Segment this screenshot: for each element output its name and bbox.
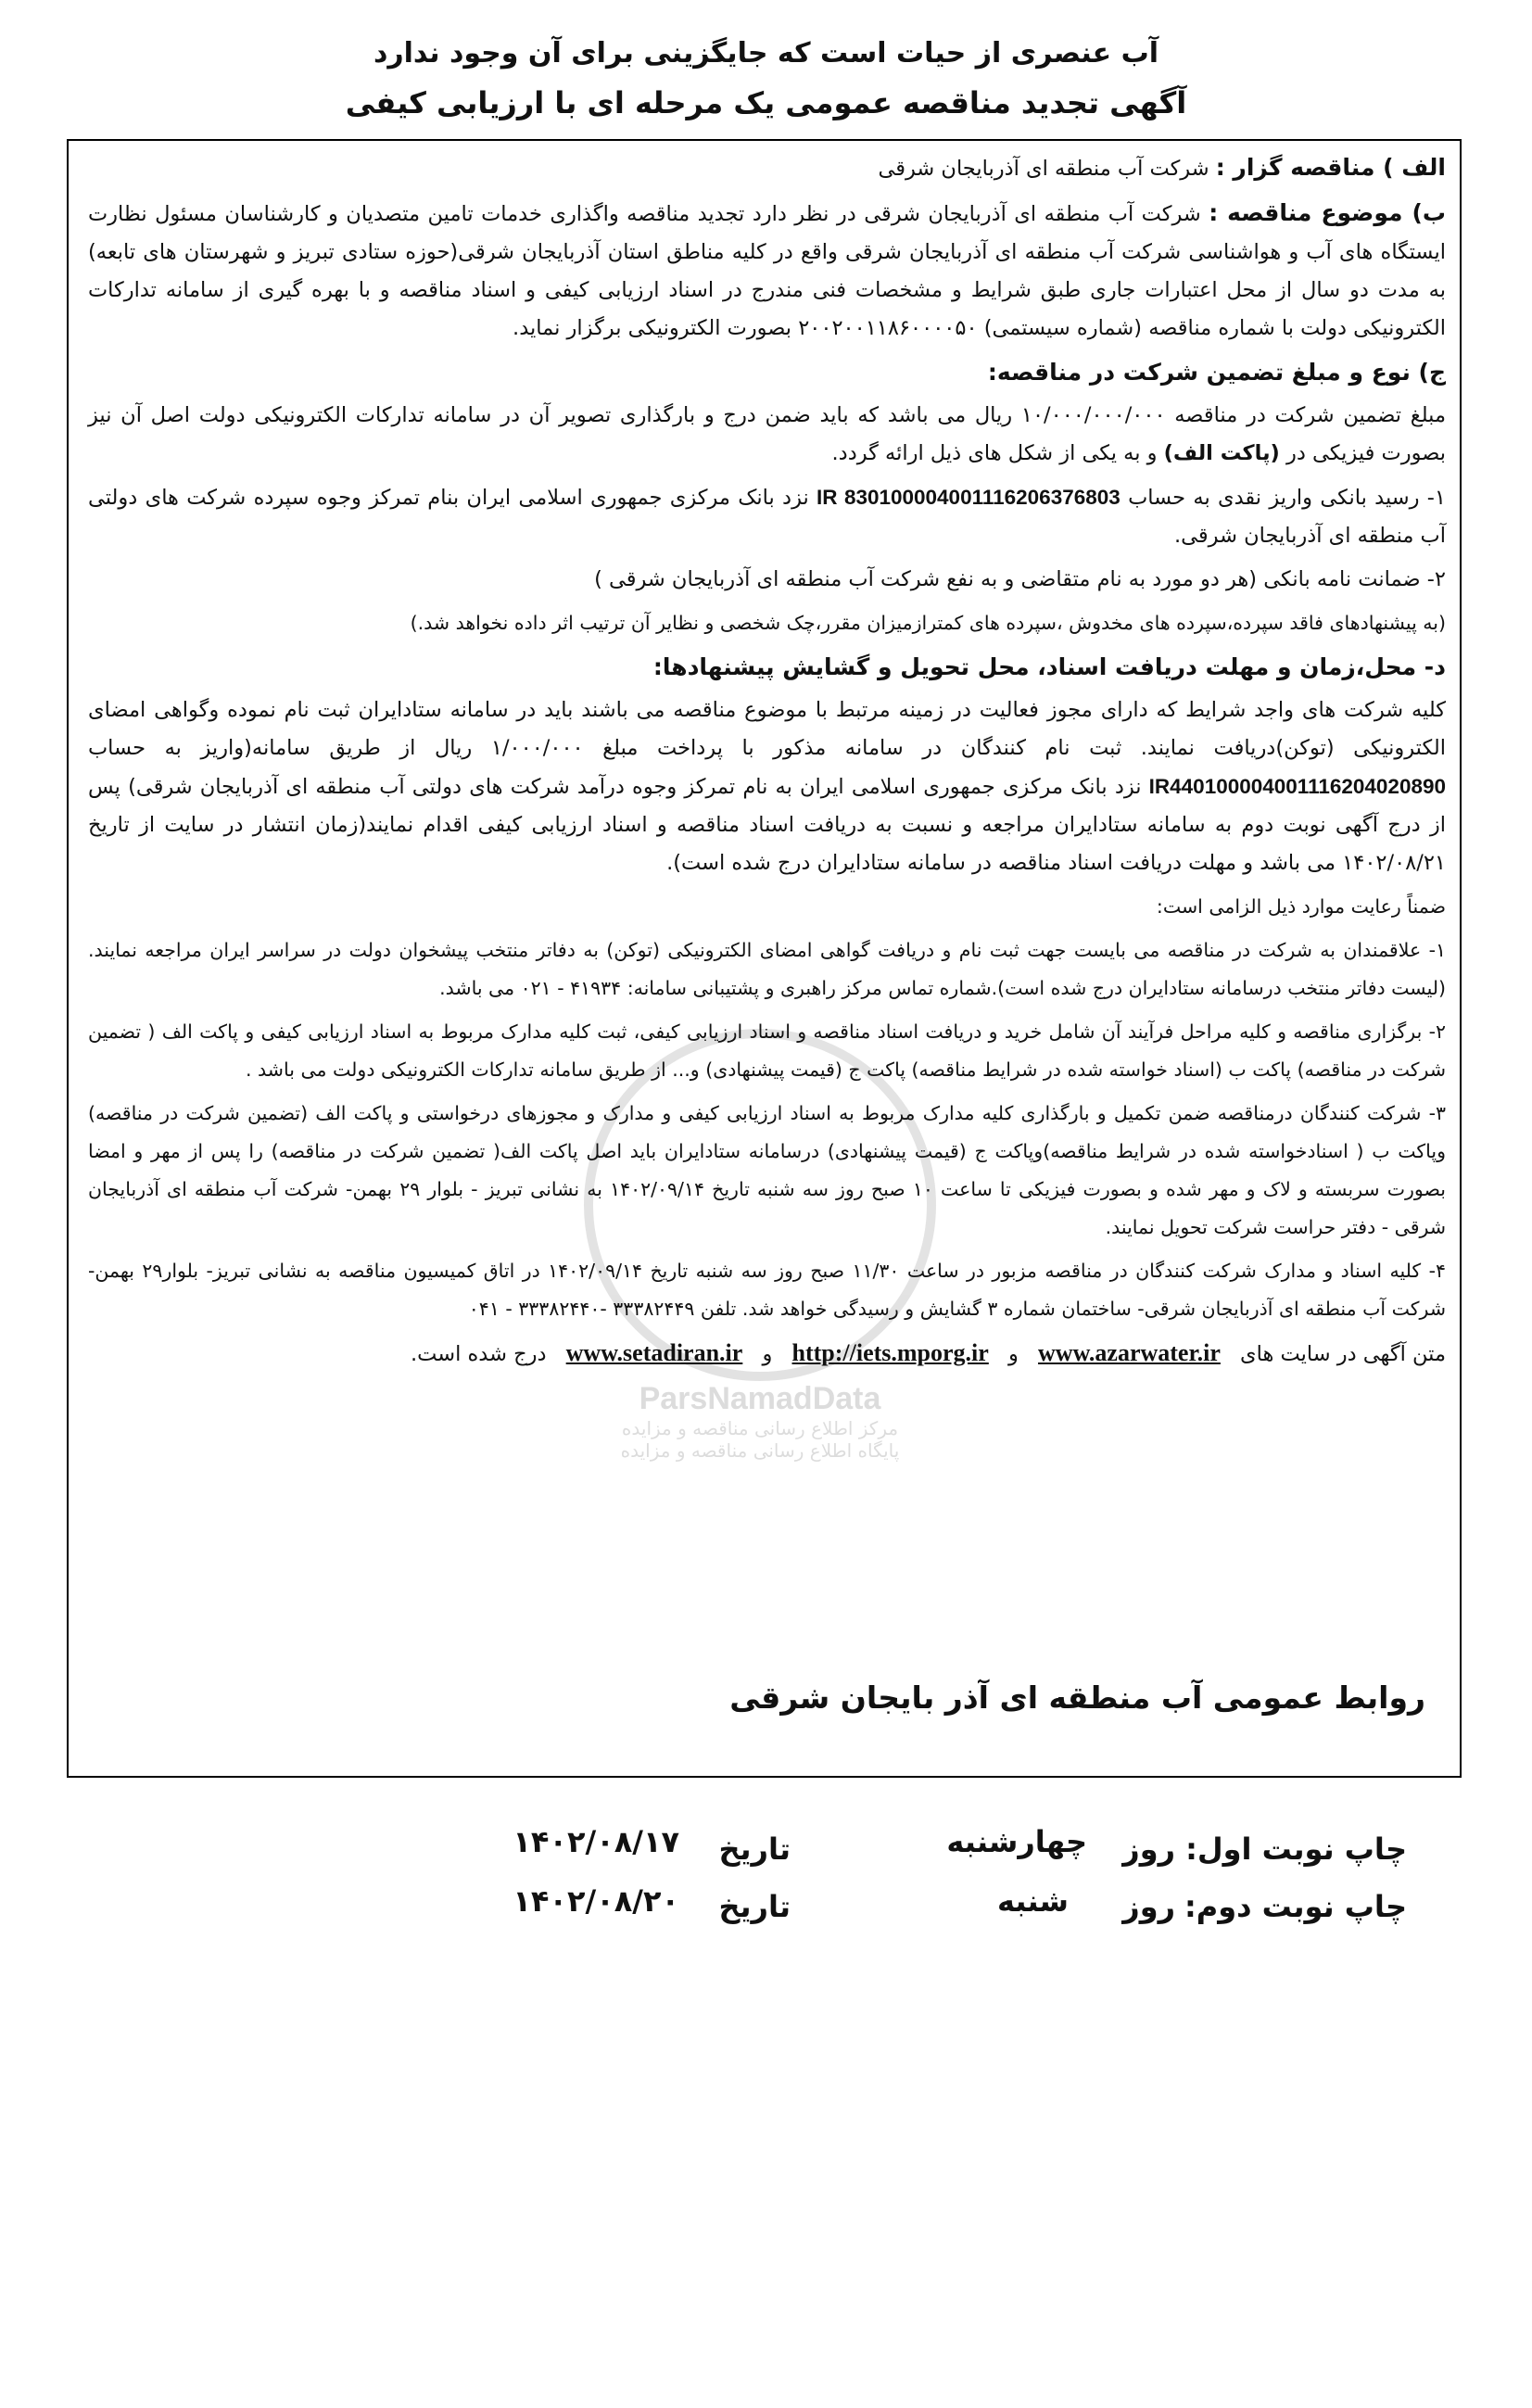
section-alef bbox=[88, 148, 1446, 188]
dal-para-account: IR440100004001116204020890 bbox=[1148, 775, 1446, 798]
watermark-text: ParsNamadData bbox=[639, 1381, 881, 1416]
dal-sites bbox=[88, 1334, 1446, 1374]
print-first-day: چهارشنبه bbox=[946, 1824, 1087, 1859]
sites-end: درج شده است. bbox=[410, 1342, 547, 1366]
print-second-date-label: تاریخ bbox=[718, 1889, 791, 1924]
section-alef-label: الف ) مناقصه گزار : bbox=[1215, 154, 1446, 181]
dal-rule-3: ۳- شرکت کنندگان درمناقصه ضمن تکمیل و بارگذاری کلیه مدارک مربوط به اسناد ارزیابی کیفی و مدارک و مجوزهای درخواستی و پاکت الف (تضمین شرکت در مناقصه) وپاکت ب ( اسنادخواسته شده در شرایط مناقصه)وپاکت ج (قیمت پیشنهادی) درسامانه ستادایران باید اصل پاکت الف( تضمین شرکت در مناقصه) را پس از مهر و امضا بصورت سربسته و لاک و مهر شده و بصورت فیزیکی تا ساعت ۱۰ صبح روز سه شنبه تاریخ ۱۴۰۲/۰۹/۱۴ به نشانی تبریز - بلوار ۲۹ بهمن- شرکت آب منطقه ای آذربایجان شرقی - دفتر حراست شرکت تحویل نمایند. bbox=[88, 1102, 1446, 1238]
dal-rule-2: ۲- برگزاری مناقصه و کلیه مراحل فرآیند آن شامل خرید و دریافت اسناد مناقصه و اسناد ارزیابی کیفی، ثبت کلیه مدارک مربوط به اسناد ارزیابی کیفی و پاکت الف ( تضمین شرکت در مناقصه) پاکت ب (اسناد خواسته شده در شرایط مناقصه) پاکت ج (قیمت پیشنهادی) و... از طریق سامانه تدارکات الکترونیکی دولت می باشد . bbox=[88, 1020, 1446, 1081]
section-jim-heading: ج) نوع و مبلغ تضمین شرکت در مناقصه: bbox=[987, 359, 1446, 386]
dal-mandatory-intro: ضمناً رعایت موارد ذیل الزامی است: bbox=[1156, 895, 1446, 918]
section-be bbox=[88, 194, 1446, 348]
watermark-subtitle: مرکز اطلاع رسانی مناقصه و مزایده bbox=[621, 1417, 899, 1439]
section-dal-para bbox=[88, 691, 1446, 882]
section-be-label: ب) موضوع مناقصه : bbox=[1209, 199, 1447, 226]
print-second-label: چاپ نوبت دوم: bbox=[1184, 1889, 1407, 1924]
jim-intro-text-end: و به یکی از شکل های ذیل ارائه گردد. bbox=[831, 441, 1158, 465]
print-second-date: ۱۴۰۲/۰۸/۲۰ bbox=[513, 1883, 679, 1919]
site-link-setadiran[interactable]: www.setadiran.ir bbox=[565, 1339, 743, 1366]
section-alef-text: شرکت آب منطقه ای آذربایجان شرقی bbox=[878, 157, 1209, 181]
print-first-day-label: روز bbox=[1122, 1831, 1175, 1867]
dal-para-text-end: نزد بانک مرکزی جمهوری اسلامی ایران به نام تمرکز وجوه درآمد شرکت های دولتی آب منطقه ای آذربایجان شرقی) پس از درج آگهی نوبت دوم به سامانه ستادایران مراجعه و نسبت به دریافت اسناد مناقصه و اسناد ارزیابی کیفی اقدام نمایند(زمان انتشار در سایت از تاریخ ۱۴۰۲/۰۸/۲۱ می باشد و مهلت دریافت اسناد مناقصه در سامانه ستادایران درج شده است). bbox=[88, 775, 1446, 875]
section-jim-note: (به پیشنهادهای فاقد سپرده،سپرده های مخدوش ،سپرده های کمترازمیزان مقرر،چک شخصی و نظایر آن ترتیب اثر داده نخواهد شد.) bbox=[410, 612, 1446, 634]
jim-intro-text: مبلغ تضمین شرکت در مناقصه ۱۰/۰۰۰/۰۰۰/۰۰۰ ریال می باشد که باید ضمن درج و بارگذاری تصویر آن در سامانه تدارکات الکترونیکی دولت اصل آن نیز بصورت فیزیکی در bbox=[88, 403, 1446, 465]
section-dal-heading: د- محل،زمان و مهلت دریافت اسناد، محل تحویل و گشایش پیشنهادها: bbox=[652, 653, 1446, 680]
header-slogan: آب عنصری از حیات است که جایگزینی برای آن وجود ندارد bbox=[373, 37, 1159, 70]
print-first-date: ۱۴۰۲/۰۸/۱۷ bbox=[513, 1824, 679, 1859]
sites-and: و bbox=[1007, 1342, 1019, 1366]
site-link-azarwater[interactable]: www.azarwater.ir bbox=[1038, 1339, 1221, 1366]
jim-item1-text: ۱- رسید بانکی واریز نقدی به حساب bbox=[1128, 486, 1446, 510]
jim-item1-text-end: نزد بانک مرکزی جمهوری اسلامی ایران بنام تمرکز وجوه سپرده شرکت های دولتی آب منطقه ای آذربایجان شرقی. bbox=[88, 486, 1446, 548]
print-first-date-label: تاریخ bbox=[718, 1831, 791, 1867]
notice-title: آگهی تجدید مناقصه عمومی یک مرحله ای با ارزیابی کیفی bbox=[345, 85, 1187, 120]
jim-intro-packet: (پاکت الف) bbox=[1163, 441, 1280, 465]
dal-rule-4: ۴- کلیه اسناد و مدارک شرکت کنندگان در مناقصه مزبور در ساعت ۱۱/۳۰ صبح روز سه شنبه تاریخ ۱۴۰۲/۰۹/۱۴ در اتاق کمیسیون مناقصه به نشانی تبریز- بلوار۲۹ بهمن- شرکت آب منطقه ای آذربایجان شرقی- ساختمان شماره ۳ گشایش و رسیدگی خواهد شد. تلفن ۳۳۳۸۲۴۴۹ -۳۳۳۸۲۴۴۰ - ۰۴۱ bbox=[88, 1260, 1446, 1320]
section-jim-item1 bbox=[88, 478, 1446, 555]
sites-and-2: و bbox=[762, 1342, 773, 1366]
notice-body bbox=[88, 148, 1446, 1379]
watermark-subtitle-2: پایگاه اطلاع رسانی مناقصه و مزایده bbox=[620, 1439, 900, 1462]
section-jim-intro bbox=[88, 397, 1446, 473]
signature: روابط عمومی آب منطقه ای آذر بایجان شرقی bbox=[729, 1679, 1425, 1716]
jim-item1-account: IR 830100004001116206376803 bbox=[817, 486, 1121, 509]
dal-para-text: کلیه شرکت های واجد شرایط که دارای مجوز فعالیت در زمینه مرتبط با موضوع مناقصه می باشند باید در سامانه ستادایران ثبت نام نموده وگواهی امضای الکترونیکی (توکن)دریافت نمایند. ثبت نام کنندگان در سامانه مذکور با پرداخت مبلغ ۱/۰۰۰/۰۰۰ ریال از طریق سامانه(واریز به حساب bbox=[88, 698, 1446, 760]
print-first-label: چاپ نوبت اول: bbox=[1185, 1831, 1407, 1867]
print-second-day-label: روز bbox=[1122, 1889, 1175, 1924]
site-link-iets[interactable]: http://iets.mporg.ir bbox=[791, 1339, 989, 1366]
section-be-text: شرکت آب منطقه ای آذربایجان شرقی در نظر دارد تجدید مناقصه واگذاری خدمات تامین متصدیان و کارشناسان مسئول نظارت ایستگاه های آب و هواشناسی شرکت آب منطقه ای آذربایجان شرقی واقع در کلیه مناطق استان آذربایجان شرقی(حوزه ستادی تبریز و شهرستان های تابعه) به مدت دو سال از محل اعتبارات جاری طبق شرایط و مشخصات فنی مندرج در اسناد ارزیابی کیفی و اسناد مناقصه و با بهره گیری از سامانه تدارکات الکترونیکی دولت با شماره مناقصه (شماره سیستمی) ۲۰۰۲۰۰۱۱۸۶۰۰۰۰۵۰ بصورت الکترونیکی برگزار نماید. bbox=[88, 202, 1446, 340]
dal-rule-1: ۱- علاقمندان به شرکت در مناقصه می بایست جهت ثبت نام و دریافت گواهی امضای الکترونیکی (توکن) به دفاتر منتخب پیشخوان دولت در سراسر ایران مراجعه نمایند.(لیست دفاتر منتخب درسامانه ستادایران درج شده است).شماره تماس مرکز راهبری و پشتیبانی سامانه: ۴۱۹۳۴ - ۰۲۱ می باشد. bbox=[88, 939, 1446, 999]
print-second-day: شنبه bbox=[997, 1883, 1069, 1919]
section-jim-item2: ۲- ضمانت نامه بانکی (هر دو مورد به نام متقاضی و به نفع شرکت آب منطقه ای آذربایجان شرقی ) bbox=[594, 567, 1446, 591]
sites-intro: متن آگهی در سایت های bbox=[1240, 1342, 1446, 1366]
